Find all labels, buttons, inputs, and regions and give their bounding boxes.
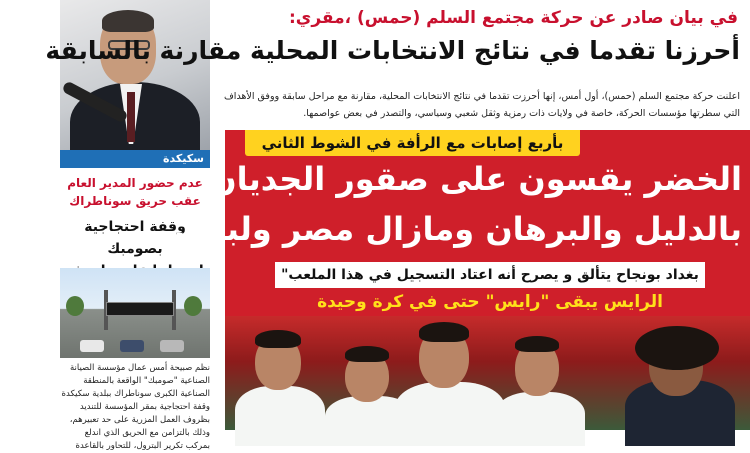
- sport-headline-line2[interactable]: بالدليل والبرهان ومازال مصر ولبنان: [174, 210, 742, 248]
- side-story-headline-line1: وقفة احتجاجية بصومبك: [84, 219, 186, 257]
- sport-story-tag: بأربع إصابات مع الرأفة في الشوط الثاني: [245, 130, 580, 156]
- section-label: سكيكدة: [60, 150, 210, 168]
- sport-yellow-line: الرايس يبقى "رايس" حتى في كرة وحيدة: [317, 292, 663, 312]
- industrial-zone-photo: [60, 268, 210, 358]
- top-story-kicker: في بيان صادر عن حركة مجتمع السلم (حمس) ،مقري:: [288, 8, 738, 28]
- players-celebration-photo: [225, 316, 750, 430]
- speaker-portrait-photo: [60, 0, 210, 150]
- top-story-lead: اعلنت حركة مجتمع السلم (حمس)، أول أمس، إنها أحرزت تقدما في نتائج الانتخابات المحلية، مقارنة مع مراحل سابقة ووفق الأهداف التي سطرتها مؤسسات الحركة، خاصة في ولايات ذات رمزية وثقل شعبي وسياسي، والتصدر في بعض عواصمها.: [223, 91, 740, 119]
- side-story-subhead: عدم حضور المدير العام عقب حريق سوناطراك: [67, 176, 203, 208]
- top-story-headline[interactable]: أحرزنا تقدما في نتائج الانتخابات المحلية مقارنة بالسابقة: [45, 36, 740, 65]
- sport-quote-bar: بغداد بونجاح يتألق و يصرح أنه اعتاد التسجيل في هذا الملعب": [275, 262, 705, 288]
- side-story-body: نظم صبيحة أمس عمال مؤسسة الصيانة الصناعية "صومبك" الواقعة بالمنطقة الصناعية الكبرى سوناطراك ببلدية سكيكدة وقفة احتجاجية بمقر المؤسسة للتنديد بظروف العمل المزرية على حد تعبيرهم، وذلك بالتزامن مع الحريق الذي اندلع بمركب تكرير البترول، للتحاور بالقاعدة: [61, 363, 210, 451]
- sport-headline-line1[interactable]: الخضر يقسون على صقور الجديان: [209, 160, 742, 198]
